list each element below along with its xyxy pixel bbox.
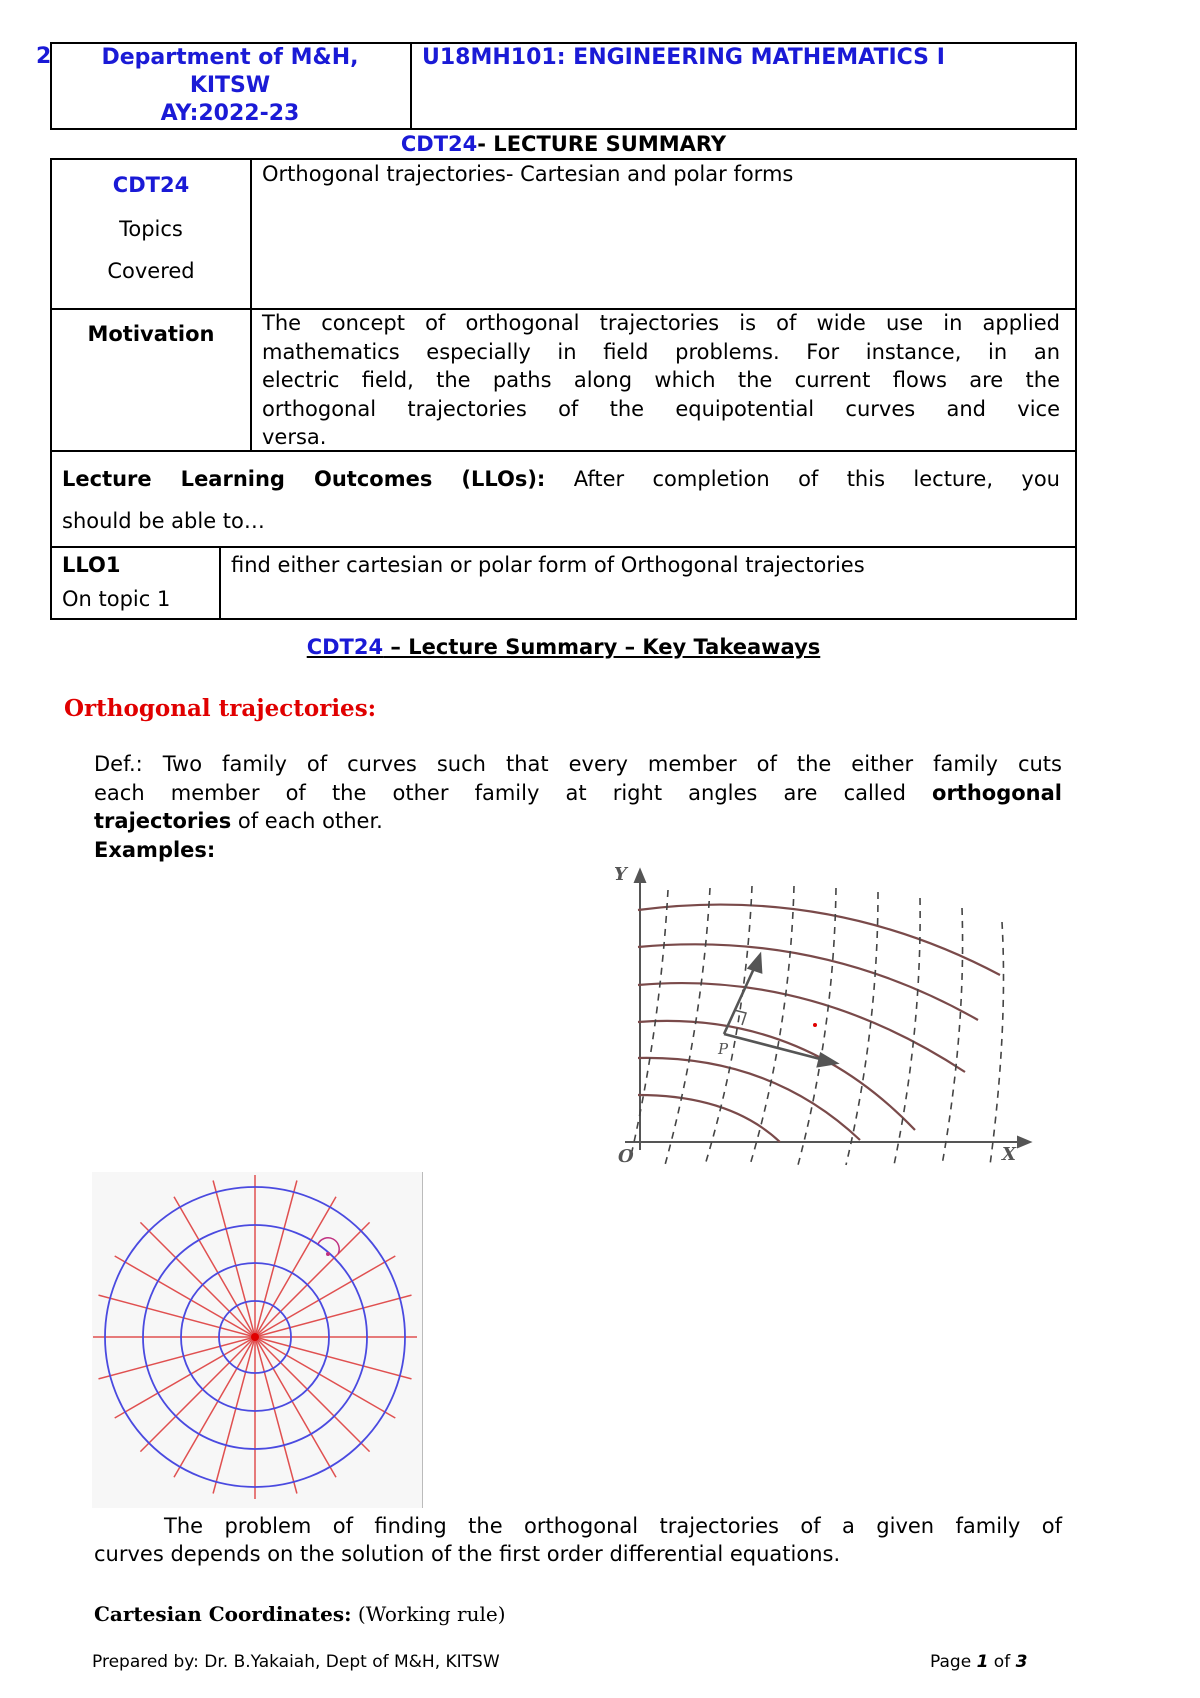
right-angle-mark: [734, 1010, 746, 1025]
course-title: U18MH101: ENGINEERING MATHEMATICS I: [422, 45, 945, 70]
dashed-curve: [665, 888, 710, 1165]
motivation-line: versa.: [262, 425, 327, 449]
topics-label: Topics: [119, 217, 183, 241]
dashed-curve: [846, 892, 878, 1165]
takeaways-code: CDT24: [306, 635, 384, 659]
cartesian-heading: [94, 1600, 506, 1628]
dashed-curve: [630, 890, 668, 1160]
footer-page-number: [930, 1650, 1027, 1674]
motivation-line: The concept of orthogonal trajectories is of wide use in applied: [262, 311, 1060, 335]
x-axis-label: X: [1002, 1144, 1016, 1165]
dashed-curve: [942, 908, 963, 1165]
tangent-vectors: [724, 955, 836, 1066]
page-word: Page: [930, 1652, 977, 1672]
radial-line: [115, 1337, 255, 1418]
academic-year: AY:2022-23: [160, 101, 300, 126]
topics-label-cell: [52, 168, 250, 292]
dashed-curve: [990, 922, 1004, 1165]
pole-point: [251, 1333, 259, 1341]
takeaways-heading: [50, 632, 1077, 662]
radial-line: [213, 1337, 255, 1494]
department-name: Department of M&H,: [101, 45, 359, 70]
radial-line: [255, 1337, 412, 1379]
motivation-line: electric field, the paths along which the current flows are the: [262, 368, 1060, 392]
tangent-vector-head: [818, 1054, 836, 1066]
definition-line: each member of the other family at right angles are called: [94, 780, 933, 805]
radial-line: [255, 1181, 297, 1338]
dashed-curve: [798, 888, 836, 1165]
page-marker: 2: [36, 44, 52, 69]
motivation-text: [262, 309, 1060, 452]
angle-dot: [326, 1252, 330, 1256]
radial-line: [140, 1222, 255, 1337]
cartesian-figure: [610, 860, 1040, 1170]
y-axis-label: Y: [614, 864, 627, 885]
header-divider: [410, 42, 412, 130]
radial-line: [255, 1337, 297, 1494]
definition-term: trajectories: [94, 809, 232, 833]
motivation-line: mathematics especially in field problems. For instance, in an: [262, 339, 1060, 364]
definition-line: of each other.: [231, 809, 383, 833]
column-divider: [250, 158, 252, 450]
lecture-summary-heading: [50, 130, 1077, 158]
normal-vector-head: [749, 955, 761, 972]
page-total: 3: [1015, 1652, 1028, 1672]
examples-label: Examples:: [94, 837, 216, 862]
paragraph-line: The problem of finding the orthogonal trajectories of a given family of: [164, 1514, 1062, 1538]
footer-prepared-by: Prepared by: Dr. B.Yakaiah, Dept of M&H, KITSW: [92, 1652, 500, 1672]
paragraph-block: [94, 1512, 1062, 1568]
definition-block: [94, 750, 1062, 864]
polar-figure: [92, 1172, 422, 1508]
solid-curve-family: [638, 905, 1000, 1142]
summary-label: - LECTURE SUMMARY: [477, 132, 727, 156]
radial-line: [255, 1337, 370, 1452]
radial-line: [99, 1337, 256, 1379]
cartesian-figure-svg: [610, 860, 1040, 1170]
radial-line: [255, 1222, 370, 1337]
radial-line: [115, 1256, 255, 1337]
solid-curve: [638, 983, 965, 1072]
radial-line: [255, 1256, 395, 1337]
polar-figure-svg: [92, 1172, 422, 1508]
of-word: of: [988, 1652, 1016, 1672]
origin-label: O: [618, 1146, 634, 1167]
llo-label: Lecture Learning Outcomes (LLOs):: [62, 467, 546, 491]
department-block: [52, 44, 408, 128]
topics-code: CDT24: [112, 173, 190, 197]
llo-text: [62, 458, 1060, 542]
radial-line: [255, 1337, 395, 1418]
x-axis-arrow: [1018, 1137, 1030, 1147]
definition-line: Def.: Two family of curves such that every member of the either family cuts: [94, 752, 1062, 776]
section-title: Orthogonal trajectories:: [64, 695, 377, 722]
radial-line: [174, 1197, 255, 1337]
motivation-label: Motivation: [87, 322, 215, 346]
solid-curve: [638, 1058, 860, 1140]
llo-intro-continued: should be able to…: [62, 509, 265, 533]
radial-line: [99, 1295, 256, 1337]
cartesian-label: Cartesian Coordinates:: [94, 1602, 352, 1626]
radial-line: [255, 1295, 412, 1337]
llo-intro: After completion of this lecture, you: [545, 467, 1060, 491]
normal-vector: [724, 964, 756, 1034]
topics-content: Orthogonal trajectories- Cartesian and polar forms: [262, 162, 794, 186]
figure-edge-line: [422, 1172, 423, 1508]
paragraph-line: curves depends on the solution of the first order differential equations.: [94, 1542, 841, 1566]
page-current: 1: [976, 1652, 989, 1672]
red-dot: [813, 1023, 817, 1027]
motivation-line: orthogonal trajectories of the equipotential curves and vice: [262, 396, 1060, 421]
y-axis-arrow: [635, 870, 645, 882]
radial-line: [174, 1337, 255, 1477]
radial-line: [255, 1197, 336, 1337]
llo1-label-cell: [62, 548, 170, 616]
llo1-content: find either cartesian or polar form of Orthogonal trajectories: [231, 553, 865, 577]
radial-line: [140, 1337, 255, 1452]
solid-curve: [638, 1021, 915, 1130]
llo1-code: LLO1: [62, 553, 121, 577]
institute-name: KITSW: [189, 73, 271, 98]
definition-term: orthogonal: [932, 780, 1062, 805]
takeaways-label: – Lecture Summary – Key Takeaways: [383, 635, 821, 659]
radial-line: [213, 1181, 255, 1338]
working-rule: (Working rule): [351, 1602, 506, 1626]
column-divider: [219, 546, 221, 620]
summary-code: CDT24: [400, 132, 478, 156]
point-label: P: [718, 1040, 729, 1058]
covered-label: Covered: [107, 259, 195, 283]
solid-curve: [638, 905, 1000, 975]
radial-line: [255, 1337, 336, 1477]
llo1-topic: On topic 1: [62, 587, 171, 611]
